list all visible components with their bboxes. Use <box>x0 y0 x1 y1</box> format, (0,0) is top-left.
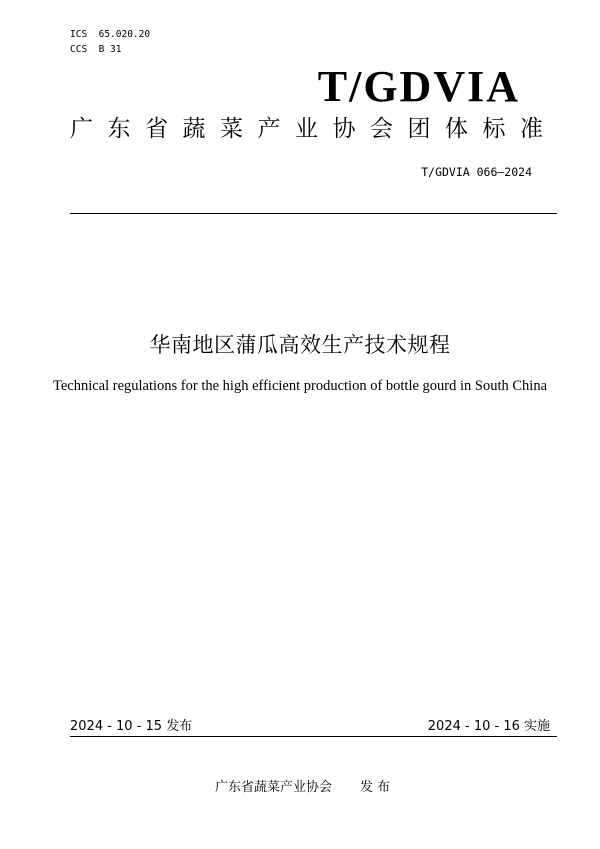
document-title-en: Technical regulations for the high efficient production of bottle gourd in South China <box>52 378 548 394</box>
issue-date: 2024 - 10 - 15 发布 <box>70 719 193 734</box>
standard-brand-logo: T/GDVIA <box>317 62 520 111</box>
bottom-divider <box>70 736 557 737</box>
ics-code: ICS 65.020.20 <box>70 29 151 40</box>
top-divider <box>70 213 557 214</box>
publish-label: 发 布 <box>360 780 391 795</box>
implementation-date: 2024 - 10 - 16 实施 <box>427 719 550 734</box>
document-title-zh: 华南地区蒲瓜高效生产技术规程 <box>149 333 451 357</box>
ccs-code: CCS B 31 <box>70 44 122 55</box>
issuer-name: 广东省蔬菜产业协会 <box>215 780 333 795</box>
association-standard-title: 广东省蔬菜产业协会团体标准 <box>70 116 558 142</box>
standard-number: T/GDVIA 066—2024 <box>421 165 532 179</box>
issuer-line <box>215 776 390 795</box>
classification-codes <box>70 27 150 57</box>
